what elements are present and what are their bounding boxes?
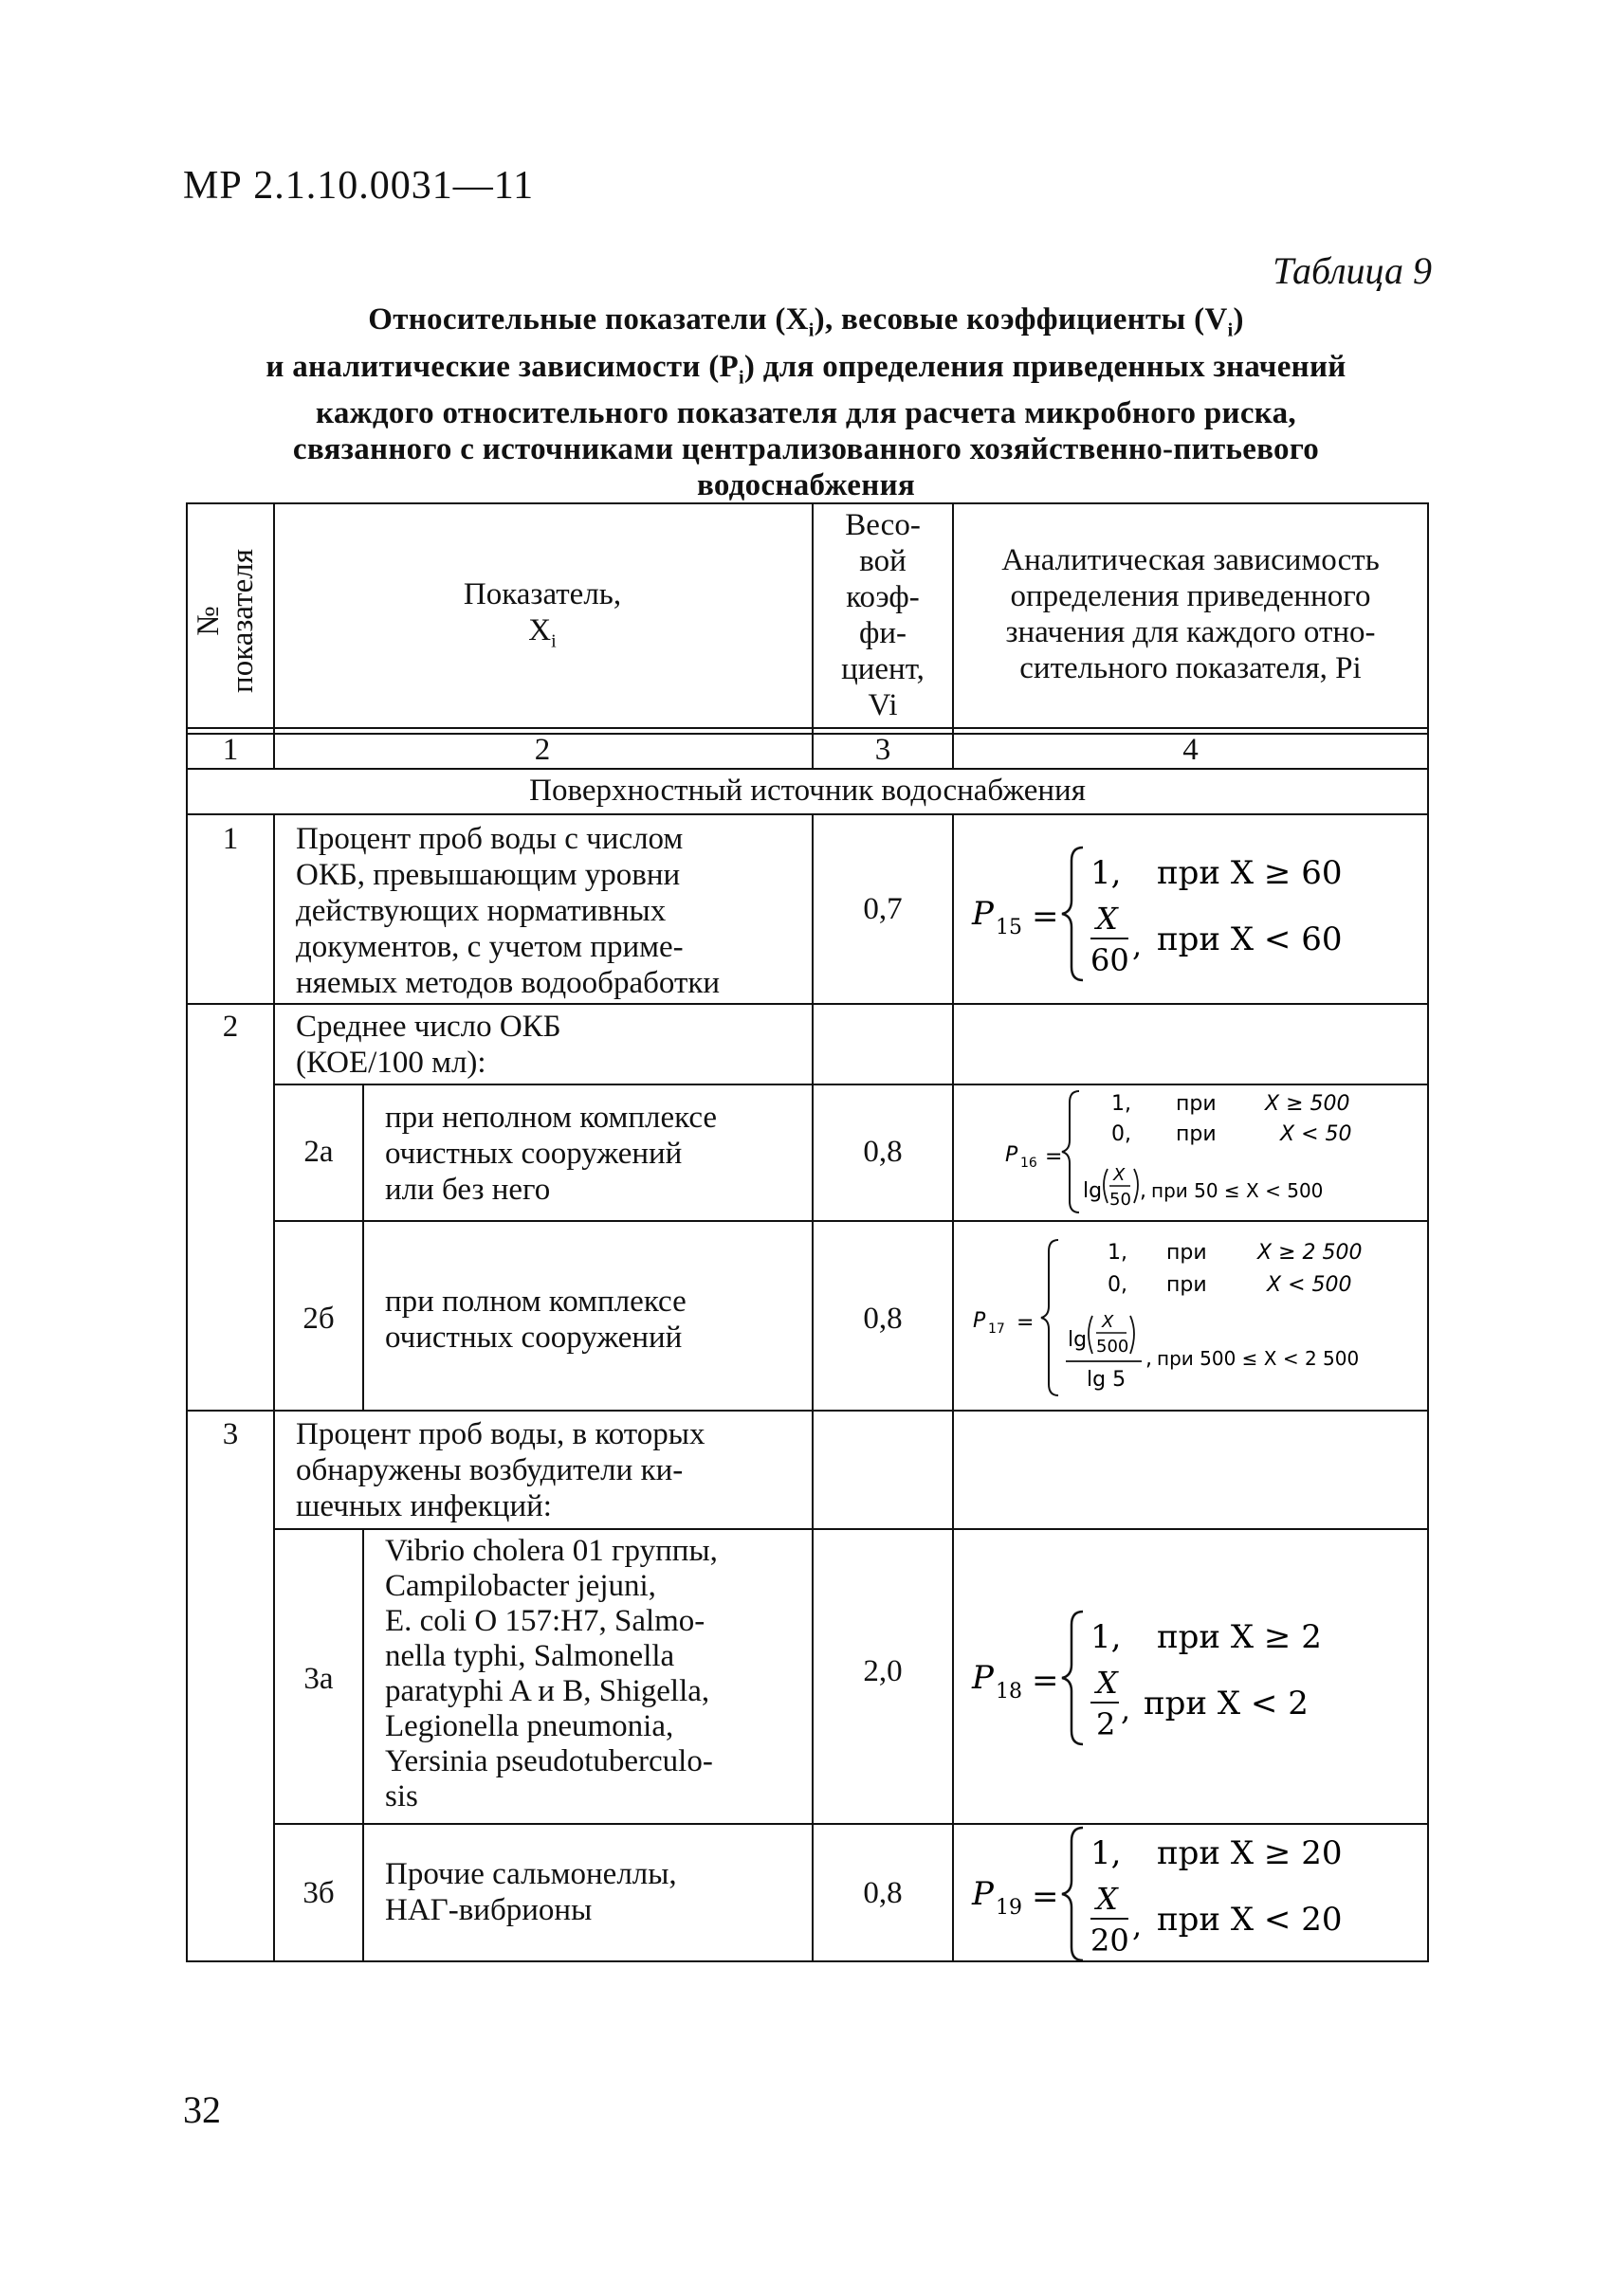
svg-text:19: 19 xyxy=(996,1896,1022,1920)
svg-text:X ≥ 500: X ≥ 500 xyxy=(1265,1092,1350,1116)
indicator-text: при полном комплексе очистных сооружений xyxy=(385,1285,687,1355)
header-indicator: Показатель, $X_i$ xyxy=(463,577,622,652)
table-label: Таблица 9 xyxy=(1273,249,1432,292)
table-border-top xyxy=(186,502,1429,504)
column-number: 3 xyxy=(874,733,891,767)
svg-text:=: = xyxy=(1032,1878,1059,1916)
column-rule xyxy=(362,1084,364,1410)
svg-text:=: = xyxy=(1017,1311,1035,1335)
svg-text:=: = xyxy=(1045,1145,1063,1169)
svg-text:0,: 0, xyxy=(1111,1122,1131,1146)
table-border-left xyxy=(186,502,188,1962)
title-line: каждого относительного показателя для расчета микробного риска, xyxy=(316,396,1296,431)
row-rule xyxy=(273,1528,1429,1530)
column-rule xyxy=(362,1528,364,1962)
svg-text:1,: 1, xyxy=(1090,854,1122,892)
indicator-text: Vibrio cholera 01 группы, Campilobacter jejuni, E. coli O 157:H7, Salmo- nella typhi, Salmonella paratyphi A и B, Shigella, Legionella pneumonia, Yersinia pseudotuberculo- sis xyxy=(385,1534,718,1813)
sub-row-number: 3а xyxy=(303,1662,334,1696)
row-number: 2 xyxy=(222,1010,239,1044)
svg-text:20: 20 xyxy=(1090,1922,1129,1959)
indicator-text: при неполном комплексе очистных сооружений или без него xyxy=(385,1101,718,1207)
column-number: 1 xyxy=(222,733,239,767)
svg-text:при X < 20: при X < 20 xyxy=(1157,1901,1343,1939)
svg-text:,: , xyxy=(1132,1907,1143,1943)
svg-text:X < 50: X < 50 xyxy=(1280,1122,1352,1146)
column-rule xyxy=(952,813,954,1962)
svg-text:при: при xyxy=(1166,1241,1207,1265)
section-rule-bottom xyxy=(186,813,1429,815)
svg-text:1,: 1, xyxy=(1090,1618,1122,1656)
formula-p18 xyxy=(967,1598,1422,1763)
svg-text:lg: lg xyxy=(1068,1328,1088,1352)
formula-p19 xyxy=(967,1814,1422,1979)
weight-value: 0,8 xyxy=(863,1135,903,1169)
svg-text:при X ≥ 2: при X ≥ 2 xyxy=(1157,1618,1322,1656)
header-rule xyxy=(186,727,1429,729)
column-rule xyxy=(812,813,814,1962)
indicator-text: Процент проб воды с числом ОКБ, превышающим уровни действующих нормативных документов, с учетом приме- няемых методов водообработки xyxy=(296,822,721,1000)
svg-text:15: 15 xyxy=(996,916,1022,939)
svg-text:при: при xyxy=(1176,1122,1217,1146)
svg-text:при X < 60: при X < 60 xyxy=(1157,920,1343,958)
svg-text:X: X xyxy=(1102,1312,1114,1332)
sub-row-number: 3б xyxy=(302,1876,335,1910)
svg-text:P: P xyxy=(973,1309,986,1333)
header-weight: Весо- вой коэф- фи- циент, Vi xyxy=(841,508,925,722)
formula-p17 xyxy=(967,1232,1422,1407)
weight-value: 0,7 xyxy=(863,892,903,926)
row-number: 3 xyxy=(222,1417,239,1451)
svg-text:0,: 0, xyxy=(1108,1273,1127,1297)
sub-row-number: 2б xyxy=(302,1302,335,1336)
svg-text:при X ≥ 60: при X ≥ 60 xyxy=(1157,854,1343,892)
svg-text:X: X xyxy=(1096,901,1118,937)
svg-text:при X < 2: при X < 2 xyxy=(1144,1685,1309,1722)
title-line: водоснабжения xyxy=(696,468,916,503)
indicator-text: Прочие сальмонеллы, НАГ-вибрионы xyxy=(385,1857,677,1927)
svg-text:при: при xyxy=(1176,1092,1217,1116)
svg-text:X ≥ 2 500: X ≥ 2 500 xyxy=(1257,1241,1363,1265)
svg-text:при 50 ≤ X < 500: при 50 ≤ X < 500 xyxy=(1151,1179,1324,1202)
svg-text:P: P xyxy=(972,1659,994,1697)
indicator-text: Процент проб воды, в которых обнаружены возбудители ки- шечных инфекций: xyxy=(296,1417,705,1523)
svg-text:,: , xyxy=(1140,1179,1146,1203)
document-code: МР 2.1.10.0031—11 xyxy=(183,164,535,208)
svg-text:P: P xyxy=(972,895,994,933)
column-number: 4 xyxy=(1182,733,1199,767)
column-rule xyxy=(273,813,275,1962)
svg-text:при 500 ≤ X < 2 500: при 500 ≤ X < 2 500 xyxy=(1157,1347,1360,1370)
svg-text:X: X xyxy=(1096,1665,1118,1701)
page-number: 32 xyxy=(183,2088,221,2131)
svg-text:18: 18 xyxy=(996,1680,1022,1704)
section-rule-top xyxy=(186,768,1429,770)
table-border-right xyxy=(1427,502,1429,1962)
weight-value: 2,0 xyxy=(863,1654,903,1688)
svg-text:16: 16 xyxy=(1020,1156,1037,1171)
title-line: и аналитические зависимости $(P_i)$ для определения приведенных значений xyxy=(266,349,1346,389)
row-number: 1 xyxy=(222,822,239,856)
weight-value: 0,8 xyxy=(863,1876,903,1910)
sub-row-number: 2а xyxy=(303,1135,334,1169)
svg-text:1,: 1, xyxy=(1090,1834,1122,1872)
svg-text:X: X xyxy=(1113,1165,1126,1185)
svg-text:50: 50 xyxy=(1109,1190,1131,1210)
svg-text:1,: 1, xyxy=(1108,1241,1127,1265)
title-line: Относительные показатели $(X_i)$, весовые коэффициенты $(V_i)$ xyxy=(368,302,1244,341)
svg-text:1,: 1, xyxy=(1111,1092,1131,1116)
svg-text:=: = xyxy=(1032,898,1059,936)
column-number: 2 xyxy=(534,733,551,767)
row-rule xyxy=(186,1003,1429,1005)
svg-text:500: 500 xyxy=(1096,1337,1129,1357)
svg-text:60: 60 xyxy=(1090,942,1129,978)
formula-p16 xyxy=(996,1085,1422,1222)
header-indicator-number: № показателя xyxy=(192,549,260,693)
svg-text:,: , xyxy=(1132,927,1143,963)
svg-text:при: при xyxy=(1166,1273,1207,1297)
row-rule xyxy=(186,1410,1429,1412)
svg-text:lg: lg xyxy=(1083,1179,1103,1203)
svg-text:=: = xyxy=(1032,1662,1059,1700)
weight-value: 0,8 xyxy=(863,1302,903,1336)
section-title: Поверхностный источник водоснабжения xyxy=(529,774,1086,808)
indicator-text: Среднее число ОКБ (КОЕ/100 мл): xyxy=(296,1010,561,1080)
svg-text:P: P xyxy=(1005,1143,1018,1167)
svg-text:P: P xyxy=(972,1875,994,1913)
header-formula: Аналитическая зависимость определения приведенного значения для каждого отно- сительного показателя, Pi xyxy=(1001,543,1380,685)
svg-text:,: , xyxy=(1121,1691,1131,1727)
svg-text:X: X xyxy=(1096,1881,1118,1917)
svg-text:при X ≥ 20: при X ≥ 20 xyxy=(1157,1834,1343,1872)
svg-text:,: , xyxy=(1145,1347,1152,1371)
title-line: связанного с источниками централизованного хозяйственно-питьевого xyxy=(292,432,1320,467)
svg-text:2: 2 xyxy=(1096,1706,1116,1742)
svg-text:X < 500: X < 500 xyxy=(1267,1273,1352,1297)
svg-text:lg 5: lg 5 xyxy=(1087,1368,1127,1392)
formula-p15 xyxy=(967,834,1422,999)
svg-text:17: 17 xyxy=(988,1321,1005,1337)
